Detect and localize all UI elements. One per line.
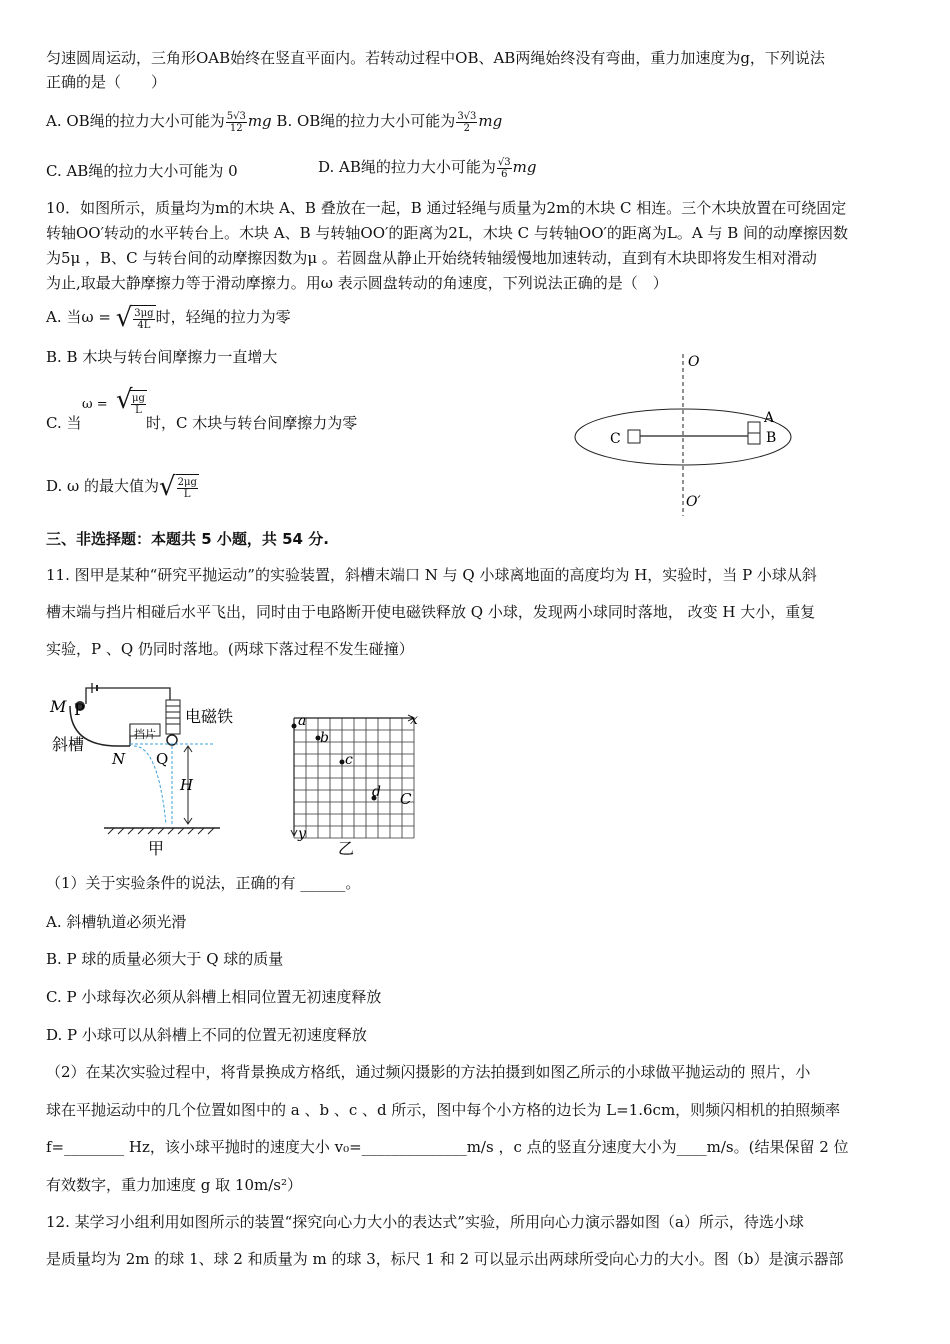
q11-option-c: C. P 小球每次必须从斜槽上相同位置无初速度释放 (46, 988, 382, 1006)
q12-stem-line2: 是质量均为 2m 的球 1、球 2 和质量为 m 的球 3，标尺 1 和 2 可以显示出两球所受向心力的大小。图（b）是演示器部 (46, 1250, 844, 1268)
apparatus-figure (48, 676, 263, 862)
q10-stem-line1: 10．如图所示，质量均为m的木块 A、B 叠放在一起，B 通过轻绳与质量为2m的木块 C 相连。三个木块放置在可绕固定 (46, 199, 847, 217)
label-o-prime: O′ (686, 494, 701, 510)
label-chute: 斜槽 (52, 735, 85, 754)
grid-figure (280, 708, 430, 858)
label-c: c (345, 752, 353, 768)
label-o: O (688, 354, 700, 370)
label-p: P (74, 700, 85, 719)
label-d: d (372, 784, 381, 800)
q9-option-c: C. AB绳的拉力大小可能为 0 (46, 162, 238, 180)
label-y: y (298, 826, 306, 842)
q11-sub2-line3: f=________ Hz，该小球平抛时的速度大小 v₀=______________m/s ，c 点的竖直分速度大小为____m/s。(结果保留 2 位 (46, 1138, 849, 1156)
label-m: M (50, 697, 67, 716)
label-b: B (766, 430, 777, 446)
q9-option-b: B. OB绳的拉力大小可能为 $\frac{3√3}{2}$ mg (276, 110, 503, 134)
q12-stem-line1: 12. 某学习小组利用如图所示的装置“探究向心力大小的表达式”实验，所用向心力演示器如图（a）所示，待选小球 (46, 1213, 804, 1231)
section-3-heading: 三、非选择题：本题共 5 小题，共 54 分. (46, 530, 329, 548)
label-cap-c: C (400, 790, 412, 808)
label-h: H (180, 776, 194, 794)
circuit-wire (86, 688, 170, 704)
q9-option-d: D. AB绳的拉力大小可能为 $\frac{√3}{6}$ mg (318, 156, 537, 180)
label-x: x (410, 712, 418, 728)
q9-stem-line1: 匀速圆周运动，三角形OAB始终在竖直平面内。若转动过程中OB、AB两绳始终没有弯曲，重力加速度为g，下列说法 (46, 49, 825, 67)
q10-stem-line3: 为5μ ，B、C 与转台间的动摩擦因数为μ 。若圆盘从静止开始绕转轴缓慢地加速转动，直到有木块即将发生相对滑动 (46, 249, 817, 267)
caption-jia: 甲 (148, 839, 165, 858)
q11-sub2-line2: 球在平抛运动中的几个位置如图中的 a 、b 、c 、d 所示，图中每个小方格的边长为 L=1.6cm，则频闪相机的拍照频率 (46, 1101, 841, 1119)
turntable-figure (570, 350, 800, 520)
q9-option-a: A. OB绳的拉力大小可能为 $\frac{5√3}{12}$ mg B. OB绳的拉力大小可能为 $\frac{3√3}{2}$ mg (46, 110, 503, 134)
q11-option-b: B. P 球的质量必须大于 Q 球的质量 (46, 950, 284, 968)
q11-sub1: （1）关于实验条件的说法，正确的有 ______。 (46, 874, 361, 892)
point-c (340, 760, 345, 765)
label-q: Q (156, 750, 169, 768)
exam-page: 匀速圆周运动，三角形OAB始终在竖直平面内。若转动过程中OB、AB两绳始终没有弯曲，重力加速度为g，下列说法 正确的是（ ） A. OB绳的拉力大小可能为 $\frac{5√3}{12}$ mg B. OB绳的拉力大小可能为 $\frac{3√3}{2}$ mg C. AB绳的拉力大小可能为 0 D. AB绳的拉力大小可能为 $\frac{√3}{6}$ mg 10．如图所示，质量均为m的木块 A、B 叠放在一起，B 通过轻绳与质量为2m的木块 C 相连。三个木块放置在可绕固定 转轴OO′转动的水平转台上。木块 A、B 与转轴OO′的距离为2L，木块 C 与转轴OO′的距离为L。A 与 B 间的动摩擦因数 为5μ ，B、C 与转台间的动摩擦因数为μ 。若圆盘从静止开始绕转轴缓慢地加速转动，直到有木块即将发生相对滑动 为止,取最大静摩擦力等于滑动摩擦力。用ω 表示圆盘转动的角速度，下列说法正确的是（ ） A. 当ω = √ $\frac{3\mu g}{4L}$ 时，轻绳的拉力为零 B. B 木块与转台间摩擦力一直增大 C. 当 ω = √ $\frac{\mu g}{L}$ 时，C 木块与转台间摩擦力为零 D. ω 的最大值为√ $\frac{2\mu g}{L}$ O O′ A B C 三、非选择题：本题共 5 小题，共 54 分. 11. 图甲是某种“研究平抛运动”的实验装置，斜槽末端口 N 与 Q 小球离地面的高度均为 H，实验时，当 P 小球从斜 槽末端与挡片相碰后水平飞出，同时由于电路断开使电磁铁释放 Q 小球，发现两小球同时落地， 改变 H 大小，重复 实验，P 、Q 仍同时落地。(两球下落过程不发生碰撞） M P 电磁铁 斜槽 挡片 N Q H 甲 a b c d x y C 乙 （1）关于实验条件的说法，正确的有 ______。 A. 斜槽轨道必须光滑 B. P 球的质量必须大于 Q 球的质量 C. P 小球每次必须从斜槽上相同位置无初速度释放 D. P 小球可以从斜槽上不同的位置无初速度释放 （2）在某次实验过程中，将背景换成方格纸，通过频闪摄影的方法拍摄到如图乙所示的小球做平抛运动的 照片，小 球在平抛运动中的几个位置如图中的 a 、b 、c 、d 所示，图中每个小方格的边长为 L=1.6cm，则频闪相机的拍照频率 f=________ Hz，该小球平抛时的速度大小 v₀=______________m/s ，c 点的竖直分速度大小为____m/s。(结果保留 2 位 有效数字，重力加速度 g 取 10m/s²） 12. 某学习小组利用如图所示的装置“探究向心力大小的表达式”实验，所用向心力演示器如图（a）所示，待选小球 是质量均为 2m 的球 1、球 2 和质量为 m 的球 3，标尺 1 和 2 可以显示出两球所受向心力的大小。图（b）是演示器部 (46, 49, 849, 1268)
q11-sub2-line1: （2）在某次实验过程中，将背景换成方格纸，通过频闪摄影的方法拍摄到如图乙所示的小球做平抛运动的 照片，小 (46, 1063, 811, 1081)
q11-stem-line2: 槽末端与挡片相碰后水平飞出，同时由于电路断开使电磁铁释放 Q 小球，发现两小球同时落地， 改变 H 大小，重复 (46, 603, 816, 621)
q9-stem-line2: 正确的是（ ） (46, 73, 167, 91)
q11-stem-line1: 11. 图甲是某种“研究平抛运动”的实验装置，斜槽末端口 N 与 Q 小球离地面的高度均为 H，实验时，当 P 小球从斜 (46, 566, 817, 584)
label-n: N (112, 750, 126, 768)
q11-option-a: A. 斜槽轨道必须光滑 (46, 913, 187, 931)
q10-option-a: A. 当ω = √ $\frac{3\mu g}{4L}$ 时，轻绳的拉力为零 (46, 302, 291, 333)
q10-option-d: D. ω 的最大值为√ $\frac{2\mu g}{L}$ (46, 471, 197, 502)
label-c: C (610, 431, 621, 447)
grid-lines (294, 718, 414, 838)
label-b: b (320, 730, 329, 746)
electromagnet-body (166, 700, 180, 734)
q11-option-d: D. P 小球可以从斜槽上不同的位置无初速度释放 (46, 1026, 367, 1044)
q10-option-b: B. B 木块与转台间摩擦力一直增大 (46, 348, 278, 366)
block-a (748, 422, 760, 433)
q11-stem-line3: 实验，P 、Q 仍同时落地。(两球下落过程不发生碰撞） (46, 640, 414, 658)
label-a: A (764, 410, 775, 426)
block-c (628, 430, 640, 443)
q10-stem-line2: 转轴OO′转动的水平转台上。木块 A、B 与转轴OO′的距离为2L，木块 C 与转轴OO′的距离为L。A 与 B 间的动摩擦因数 (46, 224, 849, 242)
point-a (292, 724, 297, 729)
block-b (748, 433, 760, 444)
caption-yi: 乙 (338, 839, 355, 858)
q11-sub2-line4: 有效数字，重力加速度 g 取 10m/s²） (46, 1176, 302, 1194)
label-a: a (298, 713, 307, 729)
label-plate: 挡片 (134, 728, 156, 741)
ground-hatch (108, 828, 214, 834)
q10-stem-line4: 为止,取最大静摩擦力等于滑动摩擦力。用ω 表示圆盘转动的角速度，下列说法正确的是（ ） (46, 274, 668, 292)
label-magnet: 电磁铁 (185, 707, 234, 726)
